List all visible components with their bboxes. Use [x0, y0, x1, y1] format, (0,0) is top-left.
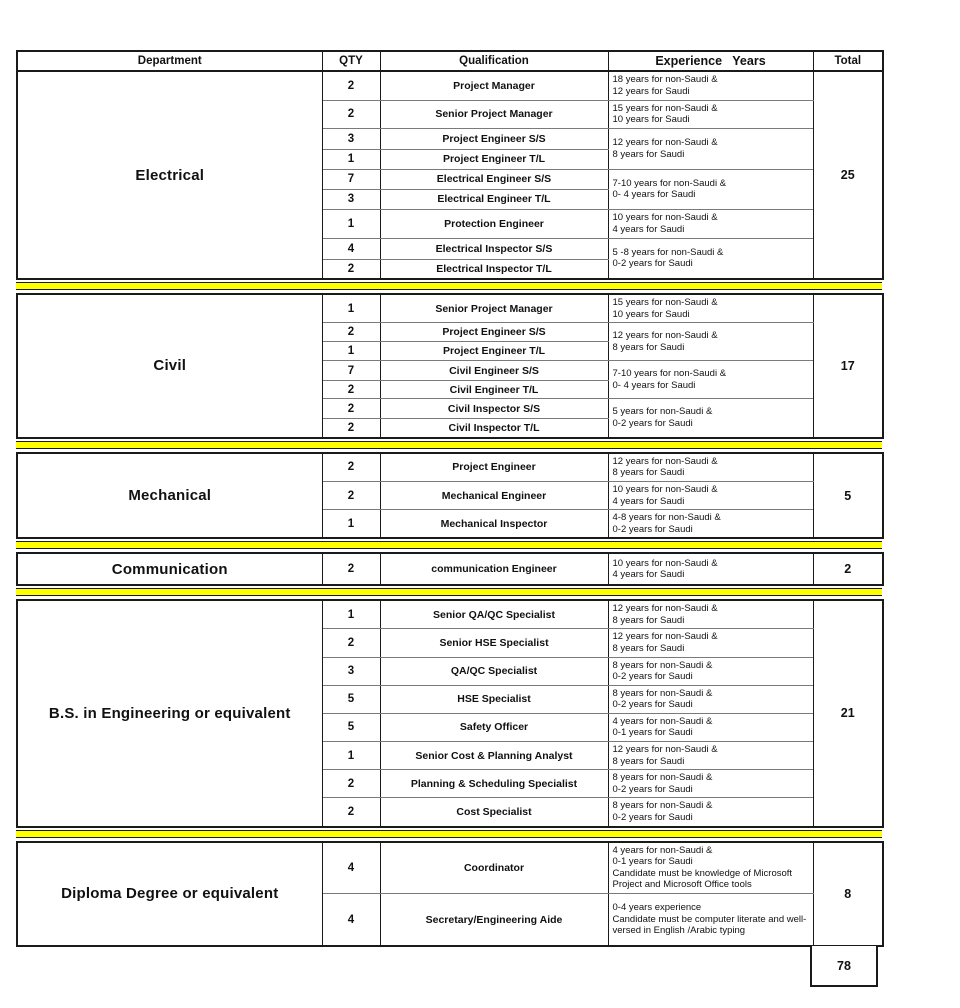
experience-cell	[608, 100, 813, 128]
experience-line: Project and Microsoft Office tools	[612, 879, 752, 891]
section-total-cell: 8	[813, 842, 883, 947]
experience-line: 0-2 years for Saudi	[612, 811, 693, 823]
section-total-cell: 2	[813, 553, 883, 585]
qualification-cell: Electrical Engineer T/L	[380, 189, 608, 209]
experience-line: 0-1 years for Saudi	[612, 856, 693, 868]
experience-line: 8 years for Saudi	[612, 643, 685, 655]
qty-cell: 4	[322, 238, 380, 259]
qty-cell: 5	[322, 685, 380, 713]
experience-line: 4 years for Saudi	[612, 223, 685, 235]
qualification-cell: Civil Engineer T/L	[380, 381, 608, 399]
experience-line: 10 years for Saudi	[612, 308, 690, 320]
table-row	[17, 553, 883, 585]
qty-cell: 2	[322, 798, 380, 827]
qualification-cell: Civil Inspector T/L	[380, 419, 608, 438]
grand-total-row	[16, 947, 882, 993]
qualification-cell: HSE Specialist	[380, 685, 608, 713]
experience-line: 10 years for non-Saudi &	[612, 557, 718, 569]
qty-cell: 7	[322, 361, 380, 381]
department-cell: B.S. in Engineering or equivalent	[17, 600, 322, 826]
section-total-cell: 5	[813, 453, 883, 538]
experience-line: 0- 4 years for Saudi	[612, 379, 696, 391]
experience-line: 4-8 years for non-Saudi &	[612, 512, 721, 524]
experience-cell	[608, 798, 813, 827]
experience-line: 8 years for Saudi	[612, 148, 685, 160]
qty-cell: 2	[322, 399, 380, 419]
qty-cell: 2	[322, 770, 380, 798]
experience-cell	[608, 553, 813, 585]
table-stack	[16, 50, 882, 947]
experience-cell	[608, 893, 813, 946]
department-section-table	[16, 50, 884, 280]
qty-cell: 2	[322, 419, 380, 438]
column-header-total: Total	[813, 51, 883, 71]
qty-cell: 3	[322, 128, 380, 149]
qty-cell: 1	[322, 742, 380, 770]
qty-cell: 2	[322, 453, 380, 482]
grand-total-cell: 78	[810, 945, 878, 987]
qty-cell: 5	[322, 713, 380, 741]
experience-line: versed in English /Arabic typing	[612, 925, 746, 937]
qty-cell: 1	[322, 510, 380, 539]
section-total-cell: 25	[813, 71, 883, 279]
table-row	[17, 71, 883, 100]
department-cell: Electrical	[17, 71, 322, 279]
yellow-section-separator	[16, 541, 882, 549]
qualification-cell: Safety Officer	[380, 713, 608, 741]
qty-cell: 7	[322, 169, 380, 189]
yellow-section-separator	[16, 441, 882, 449]
experience-cell	[608, 294, 813, 323]
experience-line: 12 years for non-Saudi &	[612, 137, 718, 149]
column-header-department: Department	[17, 51, 322, 71]
qualification-cell: QA/QC Specialist	[380, 657, 608, 685]
experience-line: 0-2 years for Saudi	[612, 671, 693, 683]
experience-line: 18 years for non-Saudi &	[612, 74, 718, 86]
experience-line: 8 years for Saudi	[612, 341, 685, 353]
table-row	[17, 600, 883, 629]
section-total-cell: 21	[813, 600, 883, 826]
experience-line: 12 years for non-Saudi &	[612, 455, 718, 467]
qty-cell: 2	[322, 323, 380, 342]
experience-cell	[608, 842, 813, 894]
yellow-section-separator	[16, 282, 882, 290]
manpower-requirements-table	[16, 50, 882, 993]
experience-line: 8 years for Saudi	[612, 755, 685, 767]
experience-line: 0-2 years for Saudi	[612, 418, 693, 430]
qualification-cell: Senior Project Manager	[380, 100, 608, 128]
experience-cell	[608, 169, 813, 209]
column-header-qualification: Qualification	[380, 51, 608, 71]
qty-cell: 1	[322, 600, 380, 629]
experience-line: 8 years for Saudi	[612, 467, 685, 479]
experience-cell	[608, 399, 813, 438]
experience-line: 8 years for Saudi	[612, 614, 685, 626]
qty-cell: 1	[322, 209, 380, 238]
section-total-cell: 17	[813, 294, 883, 438]
qualification-cell: Cost Specialist	[380, 798, 608, 827]
experience-line: 0-1 years for Saudi	[612, 727, 693, 739]
qty-cell: 1	[322, 294, 380, 323]
experience-cell	[608, 600, 813, 629]
experience-line: Candidate must be knowledge of Microsoft	[612, 867, 793, 879]
qty-cell: 4	[322, 893, 380, 946]
qualification-cell: Project Engineer	[380, 453, 608, 482]
experience-line: 12 years for non-Saudi &	[612, 330, 718, 342]
experience-line: 15 years for non-Saudi &	[612, 102, 718, 114]
department-section-table	[16, 841, 884, 948]
qualification-cell: Senior QA/QC Specialist	[380, 600, 608, 629]
experience-line: 0-2 years for Saudi	[612, 699, 693, 711]
qty-cell: 3	[322, 657, 380, 685]
qualification-cell: Civil Engineer S/S	[380, 361, 608, 381]
qualification-cell: Electrical Inspector S/S	[380, 238, 608, 259]
qualification-cell: Project Engineer T/L	[380, 342, 608, 361]
experience-line: 8 years for non-Saudi &	[612, 687, 713, 699]
qty-cell: 2	[322, 629, 380, 657]
experience-cell	[608, 481, 813, 509]
department-section-table	[16, 552, 884, 586]
qualification-cell: Project Engineer S/S	[380, 128, 608, 149]
qty-cell: 1	[322, 149, 380, 169]
experience-line: 7-10 years for non-Saudi &	[612, 368, 727, 380]
experience-cell	[608, 685, 813, 713]
experience-cell	[608, 361, 813, 399]
qualification-cell: Electrical Inspector T/L	[380, 259, 608, 279]
table-row	[17, 842, 883, 894]
experience-cell	[608, 742, 813, 770]
experience-line: 15 years for non-Saudi &	[612, 297, 718, 309]
qty-cell: 2	[322, 259, 380, 279]
department-cell: Mechanical	[17, 453, 322, 538]
yellow-section-separator	[16, 588, 882, 596]
qualification-cell: Secretary/Engineering Aide	[380, 893, 608, 946]
experience-line: 4 years for non-Saudi &	[612, 844, 713, 856]
experience-line: 4 years for Saudi	[612, 495, 685, 507]
experience-line: 0-4 years experience	[612, 902, 702, 914]
qty-cell: 1	[322, 342, 380, 361]
column-header-experience-years: Experience Years	[608, 51, 813, 71]
qty-cell: 2	[322, 553, 380, 585]
experience-cell	[608, 510, 813, 539]
department-cell: Civil	[17, 294, 322, 438]
experience-cell	[608, 209, 813, 238]
experience-line: 12 years for non-Saudi &	[612, 744, 718, 756]
experience-cell	[608, 128, 813, 169]
experience-line: 12 years for Saudi	[612, 85, 690, 97]
qualification-cell: Project Engineer T/L	[380, 149, 608, 169]
experience-line: 8 years for non-Saudi &	[612, 659, 713, 671]
experience-cell	[608, 629, 813, 657]
experience-cell	[608, 71, 813, 100]
experience-line: 0-2 years for Saudi	[612, 783, 693, 795]
experience-cell	[608, 323, 813, 361]
department-section-table	[16, 452, 884, 539]
qualification-cell: Project Engineer S/S	[380, 323, 608, 342]
experience-line: 5 -8 years for non-Saudi &	[612, 246, 724, 258]
qualification-cell: Mechanical Inspector	[380, 510, 608, 539]
qty-cell: 2	[322, 381, 380, 399]
column-header-qty: QTY	[322, 51, 380, 71]
experience-cell	[608, 453, 813, 482]
qualification-cell: Civil Inspector S/S	[380, 399, 608, 419]
experience-line: 0- 4 years for Saudi	[612, 189, 696, 201]
experience-line: 12 years for non-Saudi &	[612, 631, 718, 643]
qualification-cell: Planning & Scheduling Specialist	[380, 770, 608, 798]
experience-line: 12 years for non-Saudi &	[612, 603, 718, 615]
qualification-cell: Senior Cost & Planning Analyst	[380, 742, 608, 770]
experience-line: 8 years for non-Saudi &	[612, 800, 713, 812]
qualification-cell: Project Manager	[380, 71, 608, 100]
experience-cell	[608, 657, 813, 685]
experience-line: 4 years for non-Saudi &	[612, 715, 713, 727]
experience-line: Candidate must be computer literate and well-	[612, 913, 807, 925]
qualification-cell: communication Engineer	[380, 553, 608, 585]
qualification-cell: Coordinator	[380, 842, 608, 894]
department-section-table	[16, 599, 884, 827]
qualification-cell: Senior HSE Specialist	[380, 629, 608, 657]
experience-line: 4 years for Saudi	[612, 569, 685, 581]
qualification-cell: Electrical Engineer S/S	[380, 169, 608, 189]
qty-cell: 4	[322, 842, 380, 894]
qualification-cell: Senior Project Manager	[380, 294, 608, 323]
experience-line: 5 years for non-Saudi &	[612, 406, 713, 418]
qty-cell: 2	[322, 71, 380, 100]
qty-cell: 3	[322, 189, 380, 209]
table-row	[17, 294, 883, 323]
experience-line: 0-2 years for Saudi	[612, 523, 693, 535]
yellow-section-separator	[16, 830, 882, 838]
experience-line: 10 years for non-Saudi &	[612, 483, 718, 495]
qty-cell: 2	[322, 481, 380, 509]
experience-cell	[608, 238, 813, 279]
table-row	[17, 453, 883, 482]
experience-line: 10 years for Saudi	[612, 114, 690, 126]
experience-cell	[608, 713, 813, 741]
qualification-cell: Mechanical Engineer	[380, 481, 608, 509]
qty-cell: 2	[322, 100, 380, 128]
experience-line: 0-2 years for Saudi	[612, 258, 693, 270]
department-cell: Diploma Degree or equivalent	[17, 842, 322, 947]
department-section-table	[16, 293, 884, 439]
experience-line: 7-10 years for non-Saudi &	[612, 177, 727, 189]
experience-line: 8 years for non-Saudi &	[612, 772, 713, 784]
experience-cell	[608, 770, 813, 798]
experience-line: 10 years for non-Saudi &	[612, 212, 718, 224]
department-cell: Communication	[17, 553, 322, 585]
qualification-cell: Protection Engineer	[380, 209, 608, 238]
